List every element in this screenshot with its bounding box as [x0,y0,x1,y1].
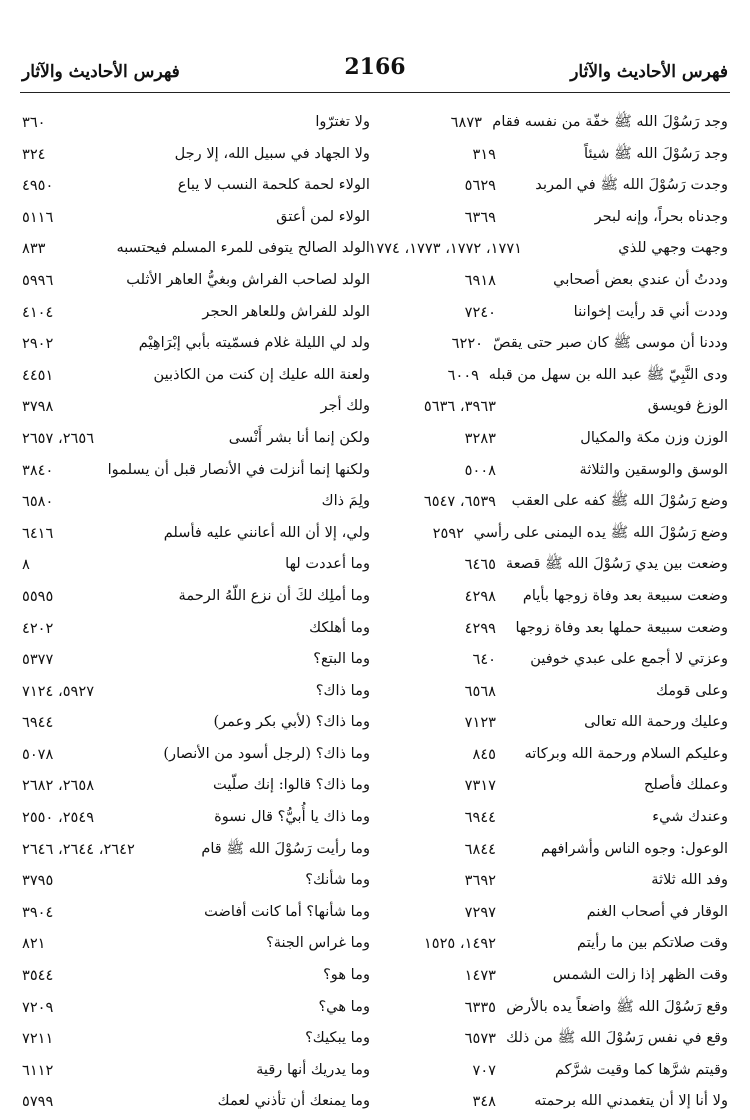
entry-ref: ٢٥٩٢ [432,524,464,542]
entry-ref: ٣٢٨٣ [464,429,496,447]
entry-ref: ٤٤٥١ [22,366,54,384]
entry-text: وقت الظهر إذا زالت الشمس [552,966,728,984]
index-entry [368,299,728,331]
index-entry [368,267,728,299]
entry-ref: ٥٧٩٩ [22,1093,54,1111]
entry-text: وددت أني قد رأيت إخواننا [573,302,728,320]
entry-ref: ٣٤٨ [472,1093,496,1111]
entry-text: وقع رَسُوْلَ الله ﷺ واضعاً يده بالأرض [506,997,728,1015]
entry-text: وعليك ورحمة الله تعالى [584,713,728,731]
entry-text: ولكن إنما أنا بشر أَنْسى [228,428,370,446]
entry-ref: ٤٢٩٩ [464,619,496,637]
entry-ref: ٦٥٨٠ [22,493,54,511]
left-column [22,109,370,1120]
entry-ref: ٣٩٠٤ [22,903,54,921]
entry-ref: ٤٢٩٨ [464,587,496,605]
entry-ref: ٦٥٧٣ [464,1030,496,1048]
index-entry [22,899,370,931]
entry-text: وعزتي لا أجمع على عبدي خوفين [530,650,728,668]
entry-text: ولي، إلا أن الله أعانني عليه فأسلم [163,523,370,541]
index-entry [22,362,370,394]
entry-ref: ٥٠٧٨ [22,745,54,763]
entry-ref: ٧٢١١ [22,1030,54,1048]
entry-ref: ٢٥٤٩، ٢٥٥٠ [22,809,95,827]
entry-text: وضع رَسُوْلَ الله ﷺ يده اليمنى على رأسي [473,523,728,541]
entry-ref: ٥٦٢٩ [464,177,496,195]
entry-ref: ٣٩٦٣، ٥٦٣٦ [423,398,496,416]
entry-ref: ٦٤٦٥ [464,556,496,574]
entry-text: وقت صلاتكم بين ما رأيتم [577,934,728,952]
entry-text: وما هي؟ [318,997,370,1015]
entry-text: وعلى قومك [655,681,728,699]
index-entry [368,362,728,394]
entry-ref: ٣٦٩٢ [464,872,496,890]
index-entry [22,741,370,773]
entry-ref: ٦٨٤٤ [464,840,496,858]
entry-ref: ٧٢٤٠ [464,303,496,321]
entry-text: ولِمَ ذاك [321,492,370,510]
entry-ref: ٣٦٠ [22,114,46,131]
entry-ref: ٦٣٣٥ [464,998,496,1016]
entry-text: الولد لصاحب الفراش وبغيُّ العاهر الأثلب [126,270,370,288]
entry-ref: ٥٥٩٥ [22,587,54,605]
index-entry [368,109,728,141]
entry-text: وما ذاك؟ (لأبي بكر وعمر) [213,713,370,731]
entry-ref: ٦٩١٨ [464,271,496,289]
index-entry [368,1088,728,1120]
index-entry [22,836,370,868]
entry-text: وما هو؟ [323,966,370,984]
index-entry [368,393,728,425]
entry-text: وددتُ أن عندي بعض أصحابي [553,270,728,288]
entry-text: ولك أجر [320,397,370,415]
entry-text: وما شأنها؟ أما كانت أفاضت [204,902,370,920]
entry-ref: ٥٠٠٨ [464,461,496,479]
index-entry [368,488,728,520]
index-entry [22,804,370,836]
index-entry [368,709,728,741]
entry-text: وما غراس الجنة؟ [265,934,370,952]
entry-text: ولكنها إنما أنزلت في الأنصار قبل أن يسلموا [107,460,370,478]
entry-ref: ٤١٠٤ [22,303,54,321]
entry-text: وما يدريك أنها رقية [256,1060,370,1078]
index-entry [368,646,728,678]
entry-ref: ٣٧٩٥ [22,872,54,890]
index-entry [368,962,728,994]
index-entry [368,741,728,773]
entry-text: وددنا أن موسى ﷺ كان صبر حتى يقصّ [492,334,728,352]
entry-text: ولا أنا إلا أن يتغمدني الله برحمته [534,1092,728,1110]
entry-text: وجد رَسُوْلَ الله ﷺ شيئاً [584,144,728,162]
entry-ref: ٦٠٠٩ [447,366,479,384]
entry-text: الوسق والوسقين والثلاثة [579,460,728,478]
index-entry [22,267,370,299]
entry-ref: ٨٢١ [22,935,46,953]
entry-ref: ٨ [22,556,30,574]
entry-text: ولا الجهاد في سبيل الله، إلا رجل [174,144,370,162]
entry-text: وما يبكيك؟ [305,1029,370,1047]
index-entry [22,930,370,962]
index-entry [22,583,370,615]
entry-ref: ٥٣٧٧ [22,651,54,669]
entry-text: وقع في نفس رَسُوْلَ الله ﷺ من ذلك [506,1029,728,1047]
entry-text: الولاء لحمة كلحمة النسب لا يباع [177,176,370,194]
index-entry [368,930,728,962]
index-entry [368,551,728,583]
index-entry [22,109,370,141]
index-entry [368,678,728,710]
index-entry [368,867,728,899]
entry-ref: ٥٩٢٧، ٧١٢٤ [22,682,95,700]
entry-text: وضعت بين يدي رَسُوْلَ الله ﷺ قصعة [505,555,728,573]
index-entry [22,204,370,236]
index-entry [368,457,728,489]
index-entry [368,235,728,267]
entry-text: ودى النَّبِيّ ﷺ عبد الله بن سهل من قبله [488,365,728,383]
entry-text: الوزغ فويسق [647,397,728,415]
index-entry [22,551,370,583]
entry-ref: ٣٧٩٨ [22,398,54,416]
entry-text: وما يمنعك أن تأذني لعمك [217,1092,370,1110]
entry-text: وما ذاك؟ [315,681,370,699]
index-entry [22,709,370,741]
entry-ref: ٤٢٠٢ [22,619,54,637]
index-entry [368,520,728,552]
entry-text: الولاء لمن أعتق [276,207,370,225]
entry-text: وما ذاك؟ قالوا: إنك صلّيت [213,776,370,794]
index-entry [22,488,370,520]
index-entry [368,141,728,173]
entry-ref: ٢٦٥٨، ٢٦٨٢ [22,777,95,795]
entry-text: وجدت رَسُوْلَ الله ﷺ في المربد [535,176,728,194]
entry-text: وجدناه بحراً، وإنه لبحر [594,207,728,225]
index-entry [22,172,370,204]
index-entry [368,425,728,457]
entry-ref: ٦٢٢٠ [451,335,483,353]
entry-ref: ٦٥٦٨ [464,682,496,700]
entry-ref: ٣٥٤٤ [22,967,54,985]
index-entry [22,646,370,678]
entry-text: وضعت سبيعة حملها بعد وفاة زوجها [515,618,728,636]
entry-ref: ١٧٧١، ١٧٧٢، ١٧٧٣، ١٧٧٤ [368,240,522,258]
index-entry [22,1088,370,1120]
entry-text: وما ذاك؟ (لرجل أسود من الأنصار) [163,744,370,762]
entry-ref: ٢٦٥٦، ٢٦٥٧ [22,429,95,447]
index-entry [22,994,370,1026]
entry-text: وعملك فأصلح [643,776,728,794]
entry-text: وعندك شيء [652,808,728,826]
index-entry [368,615,728,647]
entry-ref: ٧٢٩٧ [464,903,496,921]
entry-ref: ٣٨٤٠ [22,461,54,479]
entry-ref: ١٤٧٣ [464,967,496,985]
index-entry [22,520,370,552]
index-entry [22,425,370,457]
entry-text: وما ذاك يا أُبيُّ؟ قال نسوة [214,808,370,826]
entry-ref: ٧٠٧ [472,1061,496,1079]
right-column [368,109,728,1120]
entry-ref: ٦١١٢ [22,1061,54,1079]
index-entry [368,836,728,868]
index-entry [22,1057,370,1089]
index-entry [22,393,370,425]
entry-ref: ٧١٢٣ [464,714,496,732]
index-entry [368,1025,728,1057]
entry-text: وما أملِك لكَ أن نزع اللّهُ الرحمة [178,586,370,604]
header-title-right: فهرس الأحاديث والآثار [570,62,728,82]
entry-text: وجد رَسُوْلَ الله ﷺ خفّة من نفسه فقام [492,113,728,130]
entry-text: وجهت وجهي للذي [618,239,728,257]
index-entry [368,899,728,931]
index-entry [368,172,728,204]
index-entry [22,235,370,267]
index-entry [22,615,370,647]
entry-text: وما أهلكك [309,618,370,636]
entry-text: ولعنة الله عليك إن كنت من الكاذبين [153,365,370,383]
entry-ref: ٦٩٤٤ [464,809,496,827]
entry-ref: ٧٢٠٩ [22,998,54,1016]
entry-text: وما البتع؟ [313,650,370,668]
entry-text: ولد لي الليلة غلام فسمّيته بأبي إبْرَاهِيْم [138,334,370,352]
index-entry [22,330,370,362]
entry-ref: ٨٤٥ [472,745,496,763]
index-entry [22,867,370,899]
index-entry [22,1025,370,1057]
index-entry [368,330,728,362]
index-entry [22,141,370,173]
entry-text: ولا تغترّوا [315,113,370,130]
entry-ref: ٣١٩ [472,145,496,163]
entry-text: وضع رَسُوْلَ الله ﷺ كفه على العقب [511,492,728,510]
entry-ref: ٦٩٤٤ [22,714,54,732]
entry-text: وما شأنك؟ [305,871,370,889]
entry-ref: ٢٦٤٢، ٢٦٤٤، ٢٦٤٦ [22,840,135,858]
entry-text: الوقار في أصحاب الغنم [586,902,728,920]
entry-ref: ٦٤١٦ [22,524,54,542]
entry-text: وقيتم شرَّها كما وقيت شرَّكم [554,1060,728,1078]
entry-ref: ٦٣٦٩ [464,208,496,226]
entry-ref: ٦٤٠ [472,651,496,669]
entry-ref: ٨٣٣ [22,240,46,258]
page-header [22,52,728,92]
entry-text: الولد للفراش وللعاهر الحجر [202,302,370,320]
entry-text: الوزن وزن مكة والمكيال [580,428,728,446]
entry-ref: ٧٣١٧ [464,777,496,795]
entry-text: وعليكم السلام ورحمة الله وبركاته [524,744,728,762]
entry-text: وما أعددت لها [285,555,370,573]
index-entry [368,583,728,615]
entry-text: وفد الله ثلاثة [651,871,728,889]
entry-ref: ٦٥٣٩، ٦٥٤٧ [423,493,496,511]
index-entry [368,994,728,1026]
entry-ref: ٤٩٥٠ [22,177,54,195]
entry-text: وما رأيت رَسُوْلَ الله ﷺ قام [201,839,370,857]
index-entry [22,457,370,489]
entry-ref: ٥٩٩٦ [22,271,54,289]
entry-text: الوعول: وجوه الناس وأشرافهم [541,839,728,857]
entry-text: الولد الصالح يتوفى للمرء المسلم فيحتسبه [116,239,370,257]
header-title-left: فهرس الأحاديث والآثار [22,62,180,82]
entry-text: وضعت سبيعة بعد وفاة زوجها بأيام [522,586,728,604]
entry-ref: ١٤٩٢، ١٥٢٥ [423,935,496,953]
index-entry [22,962,370,994]
entry-ref: ٣٢٤ [22,145,46,163]
index-entry [368,772,728,804]
index-entry [22,299,370,331]
index-entry [368,1057,728,1089]
page-number: 2166 [344,54,406,80]
header-rule [20,92,730,93]
entry-ref: ٢٩٠٢ [22,335,54,353]
index-entry [22,678,370,710]
entry-ref: ٥١١٦ [22,208,54,226]
index-entry [368,804,728,836]
index-entry [368,204,728,236]
entry-ref: ٦٨٧٣ [450,114,482,131]
index-entry [22,772,370,804]
